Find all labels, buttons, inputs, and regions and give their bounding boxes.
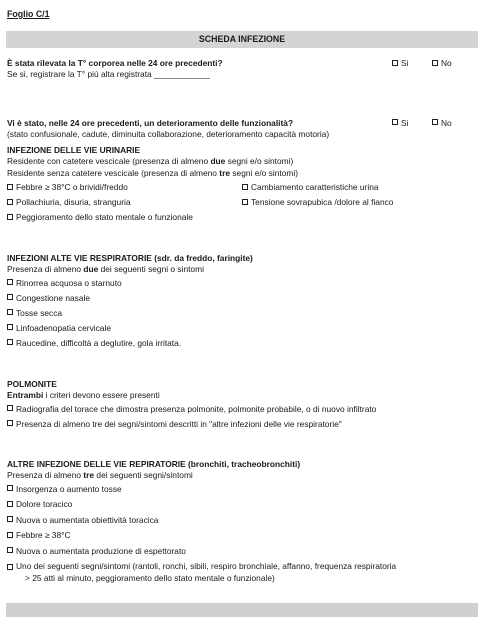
checkbox-icon[interactable] [7, 279, 13, 285]
checklist-item[interactable]: Raucedine, difficoltà a deglutire, gola irritata. [7, 338, 479, 353]
checkbox-icon[interactable] [7, 294, 13, 300]
checkbox-icon[interactable] [392, 60, 398, 66]
upper-respiratory-intro: Presenza di almeno due dei seguenti segni o sintomi [7, 264, 204, 275]
other-respiratory-checklist [7, 484, 479, 584]
checklist-item[interactable]: Insorgenza o aumento tosse [7, 484, 479, 500]
checklist-item[interactable]: Presenza di almeno tre dei segni/sintomi descritti in "altre infezioni delle vie respiratorie" [7, 419, 479, 434]
temperature-record-text: Se si, registrare la T° più alta registrata ____________ [7, 69, 210, 80]
checklist-item[interactable]: Nuova o aumentata produzione di espettorato [7, 546, 479, 562]
deterioration-question [7, 118, 479, 141]
temperature-no-option[interactable] [432, 58, 452, 69]
checkbox-icon[interactable] [7, 532, 13, 538]
footer-bar [6, 603, 478, 617]
checklist-item[interactable]: Nuova o aumentata obiettività toracica [7, 515, 479, 531]
checklist-item[interactable]: Cambiamento caratteristiche urina [242, 182, 379, 197]
yes-label: Si [401, 58, 409, 68]
other-respiratory-title: ALTRE INFEZIONE DELLE VIE REPIRATORIE (bronchiti, tracheobronchiti) [7, 459, 301, 469]
form-title: SCHEDA INFEZIONE [198, 34, 286, 44]
checklist-item[interactable]: Pollachiuria, disuria, stranguria [7, 197, 242, 212]
checkbox-icon[interactable] [7, 214, 13, 220]
urinary-with-catheter-text: Residente con catetere vescicale (presenza di almeno due segni e/o sintomi) [7, 156, 294, 167]
pneumonia-title: POLMONITE [7, 379, 57, 389]
checklist-item-line: > 25 atti al minuto, peggioramento dello stato mentale o funzionale) [25, 572, 275, 583]
deterioration-question-text: Vi è stato, nelle 24 ore precedenti, un deterioramento delle funzionalità? [7, 117, 294, 128]
checkbox-icon[interactable] [7, 184, 13, 190]
checkbox-icon[interactable] [242, 199, 248, 205]
checklist-item[interactable]: Rinorrea acquosa o starnuto [7, 278, 479, 293]
checklist-item[interactable]: Peggioramento dello stato mentale o funzionale [7, 212, 242, 227]
checkbox-icon[interactable] [392, 119, 398, 125]
checkbox-icon[interactable] [7, 564, 13, 570]
checkbox-icon[interactable] [7, 405, 13, 411]
temperature-question [7, 58, 479, 81]
checklist-item-line: Uno dei seguenti segni/sintomi (rantoli, ronchi, sibili, respiro bronchiale, affanno, frequenza respiratoria [16, 561, 397, 572]
checkbox-icon[interactable] [7, 501, 13, 507]
deterioration-no-option[interactable] [432, 118, 452, 129]
no-label: No [441, 58, 452, 68]
urinary-checklist [7, 182, 479, 227]
checkbox-icon[interactable] [7, 516, 13, 522]
checkbox-icon[interactable] [432, 119, 438, 125]
checklist-item[interactable]: Febbre ≥ 38°C [7, 530, 479, 546]
temperature-question-text: È stata rilevata la T° corporea nelle 24 ore precedenti? [7, 58, 223, 68]
form-title-bar [6, 31, 478, 48]
checklist-item[interactable]: Linfoadenopatia cervicale [7, 323, 479, 338]
checkbox-icon[interactable] [7, 339, 13, 345]
pneumonia-checklist [7, 404, 479, 434]
checklist-item[interactable]: Radiografia del torace che dimostra presenza polmonite, polmonite probabile, o di nuovo infiltrato [7, 404, 479, 419]
temperature-options [392, 58, 452, 69]
checkbox-icon[interactable] [432, 60, 438, 66]
checklist-item[interactable]: Congestione nasale [7, 293, 479, 308]
deterioration-yes-option[interactable] [392, 118, 432, 129]
checklist-item[interactable]: Febbre ≥ 38°C o brividi/freddo [7, 182, 242, 197]
checkbox-icon[interactable] [7, 199, 13, 205]
checklist-item[interactable] [7, 561, 479, 584]
deterioration-details-text: (stato confusionale, cadute, diminuita collaborazione, deterioramento capacità motoria) [7, 129, 330, 140]
pneumonia-intro: Entrambi i criteri devono essere presenti [7, 390, 160, 401]
checkbox-icon[interactable] [7, 485, 13, 491]
urinary-section-title: INFEZIONE DELLE VIE URINARIE [7, 145, 141, 155]
checkbox-icon[interactable] [242, 184, 248, 190]
upper-respiratory-checklist [7, 278, 479, 353]
checklist-item[interactable]: Dolore toracico [7, 499, 479, 515]
sheet-label: Foglio C/1 [7, 9, 50, 19]
upper-respiratory-section [7, 253, 479, 353]
checklist-item[interactable]: Tensione sovrapubica /dolore al fianco [242, 197, 393, 212]
urinary-without-catheter-text: Residente senza catetere vescicale (presenza di almeno tre segni e/o sintomi) [7, 167, 298, 178]
temperature-yes-option[interactable] [392, 58, 432, 69]
yes-label: Si [401, 117, 409, 128]
checkbox-icon[interactable] [7, 324, 13, 330]
checklist-item[interactable]: Tosse secca [7, 308, 479, 323]
upper-respiratory-title: INFEZIONI ALTE VIE RESPIRATORIE (sdr. da freddo, faringite) [7, 253, 253, 263]
pneumonia-section [7, 379, 479, 434]
checkbox-icon[interactable] [7, 547, 13, 553]
urinary-section [7, 145, 479, 227]
checkbox-icon[interactable] [7, 420, 13, 426]
other-respiratory-section [7, 459, 479, 584]
deterioration-options [392, 118, 452, 129]
checkbox-icon[interactable] [7, 309, 13, 315]
no-label: No [441, 117, 452, 128]
other-respiratory-intro: Presenza di almeno tre dei seguenti segni/sintomi [7, 470, 193, 481]
